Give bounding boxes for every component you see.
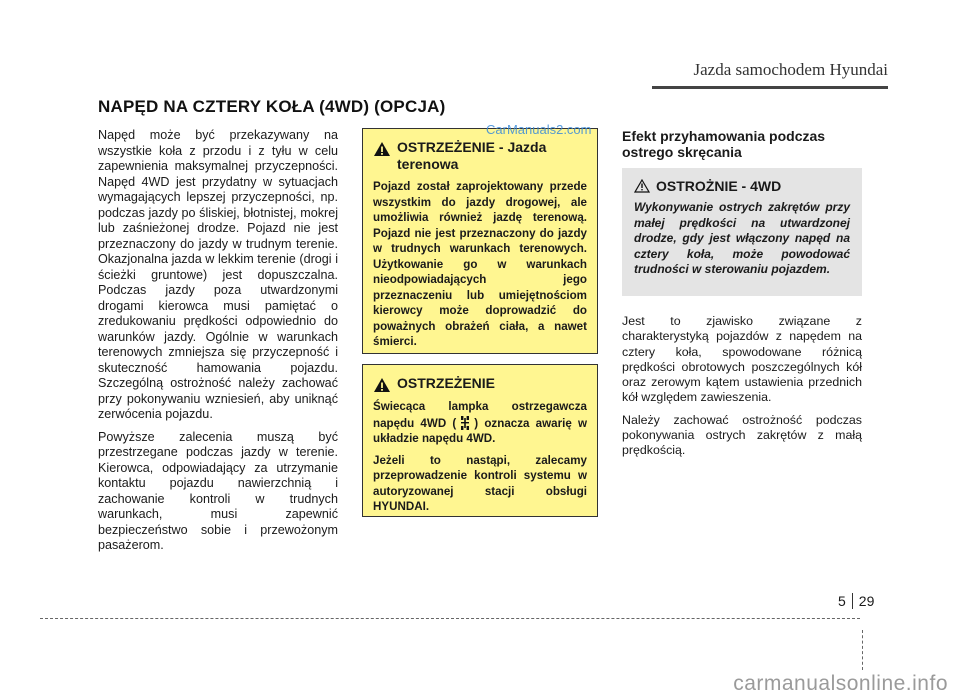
watermark-text: CarManuals2.com [486, 122, 592, 137]
caution-box [622, 168, 862, 296]
warning-triangle-icon [373, 377, 391, 393]
footer-watermark: carmanualsonline.info [733, 672, 948, 695]
page-separator [852, 593, 853, 609]
warning-title: OSTRZEŻENIE - Jazda terenowa [397, 139, 547, 172]
footer-vertical-divider [862, 630, 863, 670]
warning-box-4wd-lamp [362, 364, 598, 517]
caution-title: OSTROŻNIE - 4WD [656, 178, 782, 194]
warning-paragraph: Pojazd został zaprojektowany przede wszystkim do jazdy drogowej, ale umożliwia również jazdę terenową. Pojazd nie jest przeznaczony do jazdy w trudnych warunkach terenowych. Użytkowanie go w warunkach nieodpowiadających jego przeznaczeniu lub umiejętnościom kierowcy może doprowadzić do poważnych obrażeń ciała, a nawet śmierci. [373, 180, 587, 348]
warning-text [373, 179, 587, 350]
paragraph: Należy zachować ostrożność podczas pokonywania ostrych zakrętów z małą prędkością. [622, 412, 862, 458]
section-title: NAPĘD NA CZTERY KOŁA (4WD) (OPCJA) [98, 97, 446, 116]
left-column [98, 128, 338, 561]
header-rule [652, 86, 888, 89]
footer-divider [40, 618, 860, 619]
warning-paragraph [373, 399, 587, 447]
warning-text-part: ) oznacza awarię w układzie napędu 4WD. [373, 416, 587, 445]
warning-text-part: Świecąca lampka ostrzegawcza napędu 4WD ( [373, 400, 587, 430]
warning-triangle-icon [373, 141, 391, 157]
warning-title: OSTRZEŻENIE [397, 375, 496, 391]
caution-triangle-icon [634, 179, 650, 193]
right-column [622, 314, 862, 466]
caution-header [634, 178, 850, 194]
warning-header [373, 139, 587, 173]
paragraph: Powyższe zalecenia muszą być przestrzegane podczas jazdy w terenie. Kierowca, odpowiadający za utrzymanie kontaktu pojazdu nawierzchnią i zachowanie kontroli w trudnych warunkach, musi zapewnić bezpieczeństwo sobie i przewożonym pasażerom. [98, 429, 338, 552]
page-index: 29 [858, 593, 875, 609]
warning-text [373, 399, 587, 515]
4wd-lamp-icon [458, 415, 472, 431]
header-title: Jazda samochodem Hyundai [693, 60, 888, 79]
paragraph: Napęd może być przekazywany na wszystkie koła z przodu i z tyłu w celu zapewnienia maksymalnej przyczepności. Napęd 4WD jest przydatny w sytuacjach wymagających lepszej przyczepności, np. podczas jazdy po śliskiej, błotnistej, mokrej lub zaśnieżonej drodze. Pojazd nie jest przeznaczony do jazdy w trudnym terenie. Okazjonalna jazda w lekkim terenie (drogi i ścieżki gruntowe) jest dopuszczalna. Podczas jazdy poza utwardzonymi drogami kierowca musi pamiętać o zredukowaniu prędkości odpowiednio do warunków jazdy. Ogólnie w warunkach terenowych zmniejsza się przyczepność i skuteczność hamowania pojazdu. Szczególną ostrożność należy zachować przy pokonywaniu wzniesień, aby uniknąć zerwócenia pojazdu. [98, 128, 338, 421]
warning-header [373, 375, 587, 393]
warning-box-offroad [362, 128, 598, 354]
paragraph: Jest to zjawisko związane z charakterystyką pojazdów z napędem na cztery koła, spowodowane różnicą prędkości obrotowych poszczególnych kół oraz zerowym kątem ustawienia przednich kół względem zawieszenia. [622, 314, 862, 405]
subsection-heading: Efekt przyhamowania podczas ostrego skręcania [622, 128, 826, 160]
page-number [838, 593, 874, 609]
chapter-number: 5 [838, 593, 846, 609]
warning-paragraph: Jeżeli to nastąpi, zalecamy przeprowadzenie kontroli systemu w autoryzowanej stacji obsługi HYUNDAI. [373, 453, 587, 513]
caution-text: Wykonywanie ostrych zakrętów przy małej prędkości na utwardzonej drodze, gdy jest włączony napęd na cztery koła, może powodować trudności w sterowaniu pojazdem. [634, 200, 850, 276]
